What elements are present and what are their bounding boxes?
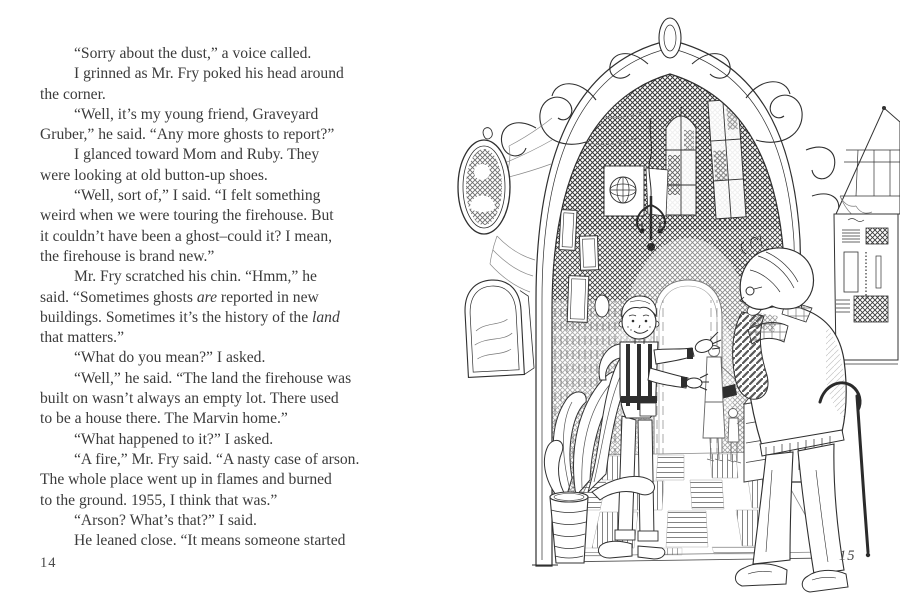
text-line: the corner. <box>40 85 106 103</box>
page-number-right: 15 <box>839 548 856 564</box>
text-line: “What happened to it?” I asked. <box>74 430 274 448</box>
text-line: built on wasn’t always an empty lot. There used <box>40 390 339 408</box>
window-left <box>666 107 696 215</box>
page-number-left: 14 <box>40 555 57 571</box>
text-line: “Well, it’s my young friend, Graveyard <box>74 105 319 123</box>
text-line: “Well, sort of,” I said. “I felt something <box>74 187 321 205</box>
text-line: “Sorry about the dust,” a voice called. <box>74 45 312 62</box>
text-line: I grinned as Mr. Fry poked his head around <box>74 65 344 83</box>
shoe-right <box>802 570 848 592</box>
text-line: “Arson? What’s that?” I said. <box>74 511 257 529</box>
text-line: “Well,” he said. “The land the firehouse was <box>74 369 352 387</box>
text-line: the firehouse is brand new.” <box>40 247 215 265</box>
text-line: weird when we were touring the firehouse. But <box>40 207 334 225</box>
text-line: it couldn’t have been a ghost–could it? I mean, <box>40 227 333 245</box>
text-line: “A fire,” Mr. Fry said. “A nasty case of arson. <box>74 450 360 468</box>
text-line: to the ground. 1955, I think that was.” <box>40 491 278 509</box>
text-line: “What do you mean?” I asked. <box>74 349 266 367</box>
wicker-basket <box>550 492 588 563</box>
shoe-left <box>735 564 787 586</box>
text-line: buildings. Sometimes it’s the history of the land <box>40 308 340 326</box>
leaning-picture-frame <box>463 278 534 377</box>
left-page-text <box>40 44 386 551</box>
text-line: said. “Sometimes ghosts are reported in new <box>40 288 319 306</box>
text-line: I glanced toward Mom and Ruby. They <box>74 146 320 164</box>
text-line: that matters.” <box>40 329 124 347</box>
text-line: Gruber,” he said. “Any more ghosts to report?” <box>40 126 335 144</box>
text-line: to be a house there. The Marvin home.” <box>40 410 288 428</box>
text-line: The whole place went up in flames and burned <box>40 471 332 489</box>
text-line: Mr. Fry scratched his chin. “Hmm,” he <box>74 268 317 286</box>
illustration-antique-shop-mirror <box>440 0 900 611</box>
text-line: He leaned close. “It means someone started <box>74 532 346 550</box>
dollhouse <box>834 106 900 364</box>
text-line: were looking at old button-up shoes. <box>40 166 268 184</box>
